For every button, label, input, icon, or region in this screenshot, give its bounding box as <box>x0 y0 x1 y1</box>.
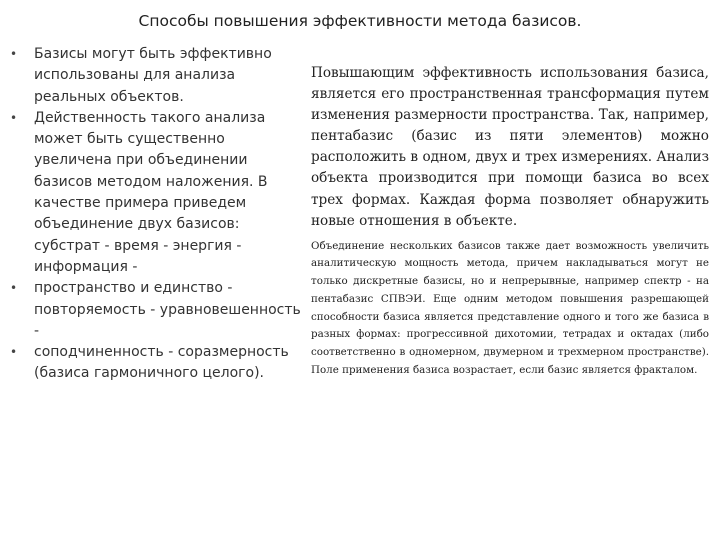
bullet-item <box>10 44 302 108</box>
bullet-text: соподчиненность - соразмерность (базиса гармоничного целого). <box>34 344 289 382</box>
text-column <box>311 63 709 379</box>
paragraph-main: Повышающим эффективность использования базиса, является его пространственная трансформация путем изменения размерности пространства. Так, например, пентабазис (базис из пяти элементов) можно расположить в одном, двух и трех измерениях. Анализ объекта производится при помощи базиса во всех трех формах. Каждая форма позволяет обнаружить новые отношения в объекте. <box>311 65 709 229</box>
paragraph-secondary: Объединение нескольких базисов также дает возможность увеличить аналитическую мощность метода, причем накладываться могут не только дискретные базисы, но и непрерывные, например спектр - на пентабазис СПВЭИ. Еще одним методом повышения разрешающей способности базиса является представление одного и того же базиса в разных формах: прогрессивной дихотомии, тетрадах и октадах (либо соответственно в одномерном, двумерном и трехмерном пространстве). Поле применения базиса возрастает, если базис является фракталом. <box>311 239 709 376</box>
bullet-text: Базисы могут быть эффективно использованы для анализа реальных объектов. <box>34 46 272 105</box>
bullet-item <box>10 278 302 342</box>
bullet-marker: • <box>10 281 18 296</box>
bullet-marker: • <box>10 345 18 360</box>
bullet-item <box>10 108 302 278</box>
slide-title: Способы повышения эффективности метода базисов. <box>138 12 582 30</box>
bullet-marker: • <box>10 110 18 125</box>
bullet-item <box>10 342 302 385</box>
bullet-text: пространство и единство - повторяемость - уравновешенность - <box>34 280 301 339</box>
bullet-text: Действенность такого анализа может быть существенно увеличена при объединении базисов методом наложения. В качестве примера приведем объединение двух базисов: субстрат - время - энергия - информация - <box>34 109 268 275</box>
bullet-marker: • <box>10 47 18 61</box>
bullet-column <box>10 44 302 385</box>
bullet-list <box>10 44 302 385</box>
